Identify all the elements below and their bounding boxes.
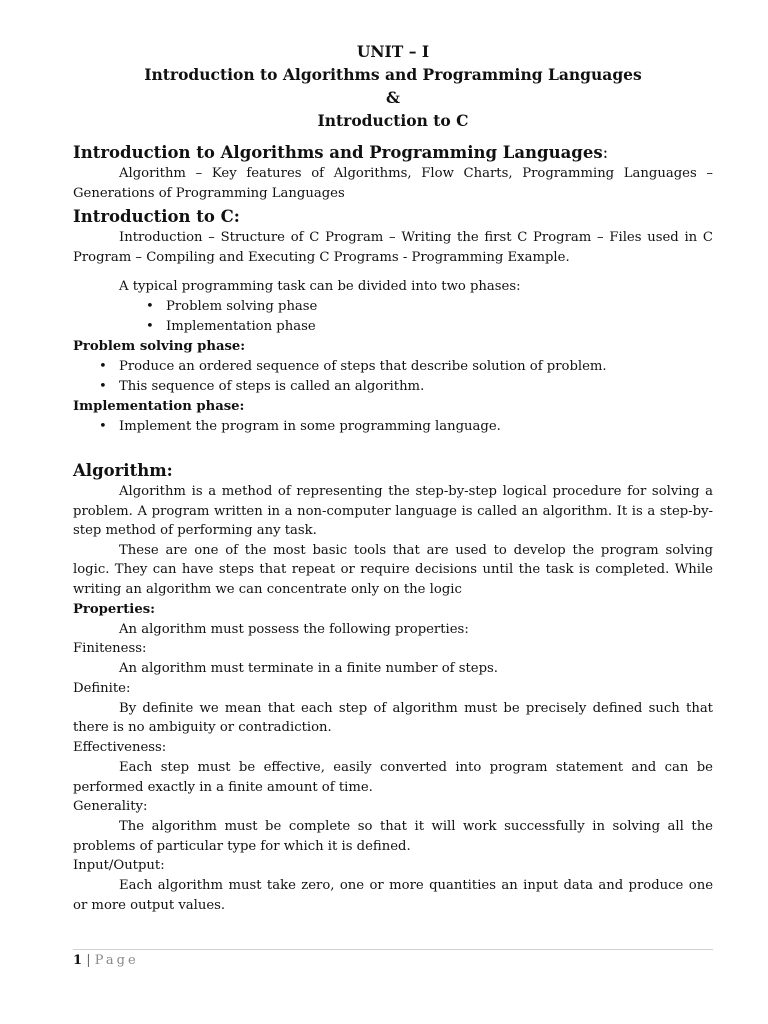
list-item: • Implementation phase [166, 317, 713, 337]
generality-label: Generality: [73, 799, 148, 815]
problem-solving-heading: Problem solving phase: [73, 338, 246, 354]
intro-algo-heading-text: Introduction to Algorithms and Programming Languages [73, 143, 603, 162]
intro-c-heading: Introduction to C: [73, 207, 240, 227]
algorithm-heading: Algorithm: [73, 460, 173, 480]
implementation-heading: Implementation phase: [73, 398, 245, 414]
phases-intro: A typical programming task can be divided into two phases: [119, 279, 521, 295]
title-ampersand: & [386, 88, 400, 107]
bullet-icon: • [146, 318, 154, 334]
algorithm-para-1: Algorithm is a method of representing the step-by-step logical procedure for solving a problem. A program written in a non-computer language is called an algorithm. It is a step-by-step method of performing any task. [73, 483, 713, 539]
page-footer [73, 949, 713, 970]
list-item: • Implement the program in some programming language. [119, 417, 713, 437]
bullet-icon: • [146, 298, 154, 314]
bullet-icon: • [99, 358, 107, 374]
definite-text: By definite we mean that each step of algorithm must be precisely defined such that there is no ambiguity or contradiction. [73, 700, 713, 736]
bullet-icon: • [99, 378, 107, 394]
footer-separator: | [86, 953, 91, 968]
finiteness-label: Finiteness: [73, 641, 147, 657]
intro-algo-heading [73, 142, 713, 164]
implementation-list [99, 417, 713, 437]
list-item: • This sequence of steps is called an algorithm. [119, 377, 713, 397]
list-item: • Produce an ordered sequence of steps that describe solution of problem. [119, 357, 713, 377]
phases-list [146, 297, 713, 337]
intro-algo-text: Algorithm – Key features of Algorithms, Flow Charts, Programming Languages – Generations of Programming Languages [73, 166, 713, 201]
properties-heading: Properties: [73, 601, 156, 617]
main-title: Introduction to Algorithms and Programming Languages [144, 65, 642, 84]
page-label: Page [94, 953, 139, 968]
properties-intro: An algorithm must possess the following properties: [119, 621, 469, 637]
effectiveness-label: Effectiveness: [73, 739, 167, 755]
title-block [73, 40, 713, 132]
generality-text: The algorithm must be complete so that it will work successfully in solving all the problems of particular type for which it is defined. [73, 819, 713, 854]
algorithm-para-2: These are one of the most basic tools that are used to develop the program solving logic. They can have steps that repeat or require decisions until the task is completed. While writing an algorithm we can concentrate only on the logic [73, 542, 713, 597]
problem-solving-list [99, 357, 713, 397]
page-number: 1 [73, 953, 83, 968]
intro-c-text: Introduction – Structure of C Program – Writing the first C Program – Files used in C Program – Compiling and Executing C Programs - Programming Example. [73, 230, 713, 265]
document-page [73, 40, 713, 915]
intro-algo-heading-colon: : [602, 143, 609, 162]
finiteness-text: An algorithm must terminate in a finite number of steps. [119, 661, 498, 677]
io-label: Input/Output: [73, 858, 165, 874]
subtitle: Introduction to C [317, 111, 469, 130]
io-text: Each algorithm must take zero, one or more quantities an input data and produce one or more output values. [73, 878, 713, 913]
effectiveness-text: Each step must be effective, easily converted into program statement and can be performed exactly in a finite amount of time. [73, 759, 713, 795]
unit-title: UNIT – I [356, 42, 430, 61]
definite-label: Definite: [73, 680, 131, 696]
bullet-icon: • [99, 418, 107, 434]
list-item: • Problem solving phase [166, 297, 713, 317]
